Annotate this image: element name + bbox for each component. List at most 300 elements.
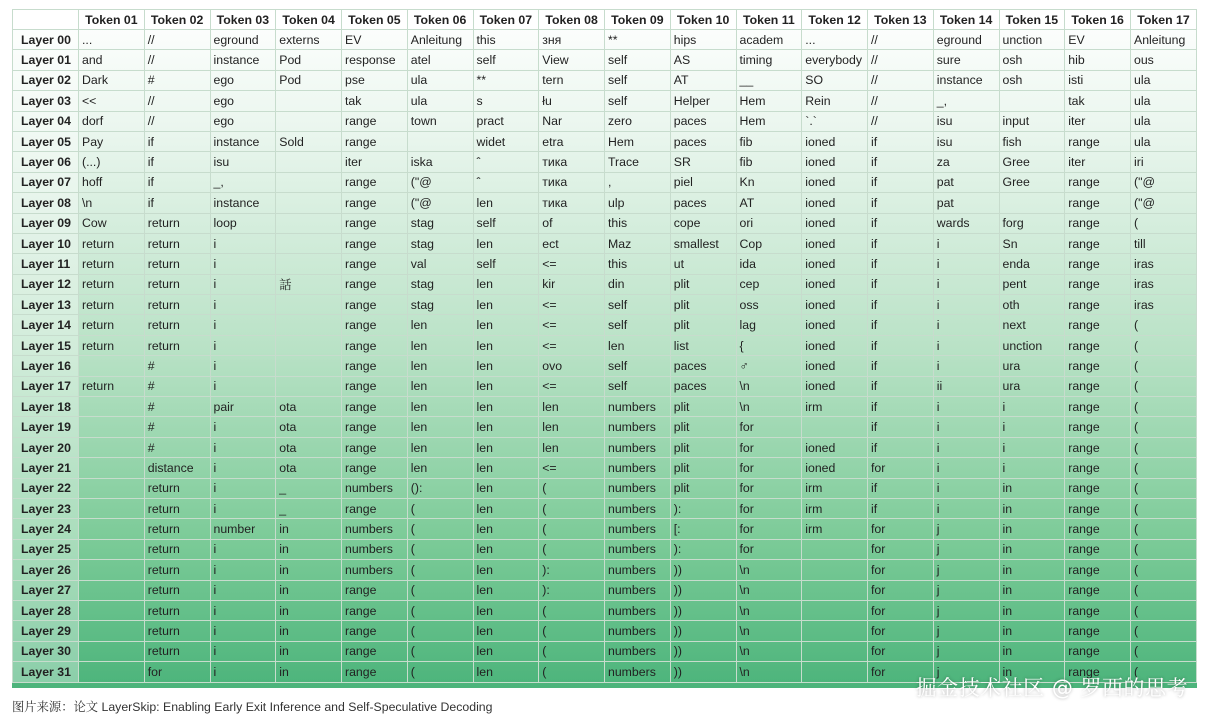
token-cell: range [342, 437, 408, 457]
token-cell: return [144, 539, 210, 559]
token-cell: )) [670, 621, 736, 641]
token-cell: response [342, 50, 408, 70]
token-cell: return [79, 274, 145, 294]
token-cell: // [868, 30, 934, 50]
image-caption: 图片来源：论文 LayerSkip: Enabling Early Exit Inference and Self-Speculative Decoding [12, 700, 493, 714]
token-cell: paces [670, 356, 736, 376]
token-cell: return [144, 254, 210, 274]
token-cell: zero [605, 111, 671, 131]
token-cell: return [144, 213, 210, 233]
token-cell: range [342, 295, 408, 315]
token-cell: stag [407, 274, 473, 294]
table-row [13, 315, 1197, 335]
token-cell: numbers [605, 437, 671, 457]
token-cell: range [342, 172, 408, 192]
token-cell: # [144, 417, 210, 437]
token-cell: this [473, 30, 539, 50]
token-cell: Maz [605, 233, 671, 253]
token-cell: # [144, 356, 210, 376]
token-cell: \n [736, 580, 802, 600]
token-cell: <= [539, 458, 605, 478]
token-cell [79, 580, 145, 600]
token-cell: for [868, 580, 934, 600]
token-cell: plit [670, 458, 736, 478]
token-cell: if [868, 376, 934, 396]
token-cell: for [736, 519, 802, 539]
token-cell: range [1065, 417, 1131, 437]
token-cell: i [999, 458, 1065, 478]
token-cell: len [473, 478, 539, 498]
table-row [13, 111, 1197, 131]
token-cell: for [736, 478, 802, 498]
token-cell: loop [210, 213, 276, 233]
table-row [13, 274, 1197, 294]
token-cell: for [868, 641, 934, 661]
token-cell: range [1065, 295, 1131, 315]
token-cell: in [276, 580, 342, 600]
token-cell: fib [736, 131, 802, 151]
token-cell: range [1065, 641, 1131, 661]
token-cell: len [473, 437, 539, 457]
token-cell: in [999, 580, 1065, 600]
token-cell: in [276, 560, 342, 580]
column-header: Token 03 [210, 10, 276, 30]
token-cell: in [999, 539, 1065, 559]
table-row [13, 417, 1197, 437]
token-cell: for [868, 560, 934, 580]
token-cell: in [999, 519, 1065, 539]
token-cell: ( [539, 641, 605, 661]
token-cell: range [342, 315, 408, 335]
token-cell: ): [539, 580, 605, 600]
token-cell: oth [999, 295, 1065, 315]
token-cell: cep [736, 274, 802, 294]
token-cell: \n [736, 397, 802, 417]
row-header-layer: Layer 13 [13, 295, 79, 315]
token-cell: len [473, 641, 539, 661]
token-cell: return [144, 233, 210, 253]
token-cell: if [868, 437, 934, 457]
token-cell: ula [407, 70, 473, 90]
token-cell: зня [539, 30, 605, 50]
token-cell: i [210, 417, 276, 437]
token-cell: osh [999, 50, 1065, 70]
token-cell [802, 621, 868, 641]
token-cell: for [868, 458, 934, 478]
token-cell: Sn [999, 233, 1065, 253]
token-cell [802, 539, 868, 559]
token-cell: ( [1131, 376, 1197, 396]
token-cell: range [342, 111, 408, 131]
token-cell: // [868, 91, 934, 111]
token-cell: len [539, 397, 605, 417]
token-cell: ioned [802, 458, 868, 478]
token-cell: Sold [276, 131, 342, 151]
column-header: Token 15 [999, 10, 1065, 30]
token-cell: ( [1131, 539, 1197, 559]
token-cell: len [473, 539, 539, 559]
token-cell: range [1065, 233, 1131, 253]
token-cell: len [473, 356, 539, 376]
token-cell: everybody [802, 50, 868, 70]
token-cell: \n [736, 641, 802, 661]
token-cell: ( [1131, 600, 1197, 620]
token-cell: range [342, 335, 408, 355]
token-cell: range [342, 641, 408, 661]
token-cell: ( [539, 621, 605, 641]
token-cell: i [933, 315, 999, 335]
token-cell: numbers [605, 662, 671, 682]
token-cell: number [210, 519, 276, 539]
token-cell: self [605, 315, 671, 335]
token-cell: if [868, 172, 934, 192]
token-cell: numbers [342, 519, 408, 539]
token-cell: numbers [605, 417, 671, 437]
token-cell [79, 356, 145, 376]
token-cell: till [1131, 233, 1197, 253]
token-cell: range [1065, 274, 1131, 294]
token-cell: eground [210, 30, 276, 50]
token-cell: in [276, 600, 342, 620]
token-cell: ioned [802, 315, 868, 335]
token-cell: numbers [605, 600, 671, 620]
row-header-layer: Layer 24 [13, 519, 79, 539]
token-cell: range [1065, 519, 1131, 539]
table-row [13, 295, 1197, 315]
token-cell: ( [1131, 417, 1197, 437]
token-cell: \n [736, 600, 802, 620]
token-cell: i [210, 233, 276, 253]
token-cell: // [868, 111, 934, 131]
token-cell: return [79, 295, 145, 315]
token-cell: if [868, 417, 934, 437]
token-cell: in [276, 641, 342, 661]
token-cell [276, 315, 342, 335]
token-cell: tak [342, 91, 408, 111]
token-cell: ): [670, 539, 736, 559]
token-cell: in [276, 621, 342, 641]
token-cell: din [605, 274, 671, 294]
token-cell: dorf [79, 111, 145, 131]
token-cell: widet [473, 131, 539, 151]
token-cell: range [1065, 254, 1131, 274]
row-header-layer: Layer 11 [13, 254, 79, 274]
token-cell: for [736, 417, 802, 437]
token-cell: numbers [605, 397, 671, 417]
token-cell: i [933, 274, 999, 294]
token-cell [79, 662, 145, 682]
token-cell: `.` [802, 111, 868, 131]
token-cell [79, 539, 145, 559]
table-row [13, 560, 1197, 580]
token-cell: ota [276, 397, 342, 417]
table-corner-cell [13, 10, 79, 30]
token-cell: ioned [802, 335, 868, 355]
column-header: Token 16 [1065, 10, 1131, 30]
token-cell: if [144, 193, 210, 213]
row-header-layer: Layer 27 [13, 580, 79, 600]
token-cell: plit [670, 295, 736, 315]
token-cell: pract [473, 111, 539, 131]
token-cell: return [144, 498, 210, 518]
token-cell: self [605, 50, 671, 70]
token-cell: len [473, 376, 539, 396]
token-cell: 話 [276, 274, 342, 294]
token-cell: range [342, 662, 408, 682]
token-cell: return [79, 315, 145, 335]
token-cell: ioned [802, 356, 868, 376]
token-cell: Kn [736, 172, 802, 192]
token-cell: i [210, 621, 276, 641]
token-cell: iras [1131, 274, 1197, 294]
token-cell [802, 662, 868, 682]
token-cell: oss [736, 295, 802, 315]
token-cell: ioned [802, 172, 868, 192]
token-cell: if [868, 315, 934, 335]
token-cell: i [999, 437, 1065, 457]
token-cell: in [276, 519, 342, 539]
token-cell: range [1065, 172, 1131, 192]
token-cell: fib [736, 152, 802, 172]
token-cell: range [1065, 498, 1131, 518]
token-cell [79, 498, 145, 518]
token-cell: range [1065, 560, 1131, 580]
token-cell: instance [210, 131, 276, 151]
token-cell: ioned [802, 254, 868, 274]
token-cell: pse [342, 70, 408, 90]
token-cell: EV [1065, 30, 1131, 50]
row-header-layer: Layer 26 [13, 560, 79, 580]
table-row [13, 519, 1197, 539]
token-cell: sure [933, 50, 999, 70]
token-cell: paces [670, 376, 736, 396]
token-cell: stag [407, 233, 473, 253]
token-cell [79, 478, 145, 498]
token-cell: for [144, 662, 210, 682]
row-header-layer: Layer 03 [13, 91, 79, 111]
token-cell: ( [1131, 437, 1197, 457]
token-cell: return [79, 254, 145, 274]
watermark: 掘金技术社区 @ 罗西的思考 [915, 676, 1188, 700]
token-cell: ula [1131, 70, 1197, 90]
token-cell: return [79, 376, 145, 396]
token-cell: // [144, 111, 210, 131]
token-cell: łu [539, 91, 605, 111]
token-cell: ioned [802, 295, 868, 315]
token-cell: range [1065, 580, 1131, 600]
token-cell: instance [210, 50, 276, 70]
token-cell [276, 152, 342, 172]
token-cell: externs [276, 30, 342, 50]
token-cell: instance [210, 193, 276, 213]
token-cell: )) [670, 662, 736, 682]
token-cell: ura [999, 376, 1065, 396]
token-cell: len [473, 315, 539, 335]
token-cell: plit [670, 437, 736, 457]
table-row [13, 478, 1197, 498]
token-cell: self [605, 376, 671, 396]
token-cell: range [1065, 437, 1131, 457]
row-header-layer: Layer 01 [13, 50, 79, 70]
table-row [13, 621, 1197, 641]
token-cell: \n [736, 560, 802, 580]
token-cell: i [210, 641, 276, 661]
token-cell: numbers [342, 560, 408, 580]
row-header-layer: Layer 17 [13, 376, 79, 396]
column-header: Token 07 [473, 10, 539, 30]
column-header: Token 10 [670, 10, 736, 30]
token-cell: numbers [605, 519, 671, 539]
row-header-layer: Layer 19 [13, 417, 79, 437]
token-cell: range [342, 458, 408, 478]
column-header: Token 09 [605, 10, 671, 30]
token-cell: iter [1065, 111, 1131, 131]
token-cell: len [407, 376, 473, 396]
token-cell: \n [736, 376, 802, 396]
token-cell: _ [276, 478, 342, 498]
token-cell: range [342, 376, 408, 396]
token-cell: range [1065, 621, 1131, 641]
token-cell: wards [933, 213, 999, 233]
token-cell: irm [802, 397, 868, 417]
column-header: Token 06 [407, 10, 473, 30]
row-header-layer: Layer 04 [13, 111, 79, 131]
token-cell: len [407, 315, 473, 335]
token-cell: for [736, 437, 802, 457]
token-cell: (...) [79, 152, 145, 172]
table-row [13, 172, 1197, 192]
token-cell: ioned [802, 274, 868, 294]
token-cell: range [342, 580, 408, 600]
token-cell: range [342, 621, 408, 641]
token-cell: i [210, 600, 276, 620]
token-cell: )) [670, 580, 736, 600]
token-cell [276, 295, 342, 315]
row-header-layer: Layer 08 [13, 193, 79, 213]
token-cell: AT [736, 193, 802, 213]
token-cell: plit [670, 274, 736, 294]
token-cell: i [210, 254, 276, 274]
token-cell: iter [342, 152, 408, 172]
token-cell: len [473, 233, 539, 253]
token-cell: and [79, 50, 145, 70]
token-cell: iras [1131, 254, 1197, 274]
token-cell: range [342, 213, 408, 233]
token-cell: irm [802, 519, 868, 539]
token-cell: range [342, 417, 408, 437]
token-cell: i [210, 662, 276, 682]
token-cell: len [407, 437, 473, 457]
token-cell: fish [999, 131, 1065, 151]
token-cell [79, 458, 145, 478]
column-header: Token 13 [868, 10, 934, 30]
row-header-layer: Layer 02 [13, 70, 79, 90]
token-cell [999, 193, 1065, 213]
token-cell: Anleitung [407, 30, 473, 50]
token-cell: ( [539, 539, 605, 559]
token-cell: ): [670, 498, 736, 518]
token-cell: тика [539, 172, 605, 192]
token-cell: i [933, 335, 999, 355]
token-cell: i [933, 397, 999, 417]
token-cell: ( [1131, 662, 1197, 682]
token-cell: return [144, 621, 210, 641]
row-header-layer: Layer 12 [13, 274, 79, 294]
token-cell: Hem [605, 131, 671, 151]
token-cell: for [868, 621, 934, 641]
token-cell: \n [79, 193, 145, 213]
row-header-layer: Layer 09 [13, 213, 79, 233]
token-cell [276, 172, 342, 192]
token-cell: range [342, 274, 408, 294]
token-cell: numbers [605, 539, 671, 559]
token-cell: // [868, 70, 934, 90]
token-cell: << [79, 91, 145, 111]
column-header: Token 12 [802, 10, 868, 30]
token-cell: _ [276, 498, 342, 518]
token-cell: tern [539, 70, 605, 90]
table-row [13, 213, 1197, 233]
token-cell: this [605, 213, 671, 233]
token-cell [276, 91, 342, 111]
token-cell [276, 254, 342, 274]
token-cell: тика [539, 193, 605, 213]
token-cell: ( [539, 600, 605, 620]
table-row [13, 152, 1197, 172]
token-cell: ( [1131, 641, 1197, 661]
token-cell: pent [999, 274, 1065, 294]
token-cell: range [1065, 600, 1131, 620]
token-cell: ("@ [407, 172, 473, 192]
token-cell: len [407, 397, 473, 417]
token-cell [802, 641, 868, 661]
layer-token-table [12, 9, 1197, 683]
token-cell: osh [999, 70, 1065, 90]
row-header-layer: Layer 07 [13, 172, 79, 192]
token-cell: return [144, 560, 210, 580]
token-cell: Nar [539, 111, 605, 131]
row-header-layer: Layer 20 [13, 437, 79, 457]
token-cell: i [933, 417, 999, 437]
token-cell: ota [276, 417, 342, 437]
token-cell: ** [605, 30, 671, 50]
token-cell: numbers [342, 539, 408, 559]
token-cell: for [736, 539, 802, 559]
token-cell: AS [670, 50, 736, 70]
token-cell: )) [670, 600, 736, 620]
token-cell [79, 641, 145, 661]
token-cell: isti [1065, 70, 1131, 90]
token-cell: len [473, 560, 539, 580]
token-cell: if [868, 233, 934, 253]
token-cell: return [144, 295, 210, 315]
token-cell: i [210, 539, 276, 559]
token-cell: ego [210, 91, 276, 111]
token-cell: cope [670, 213, 736, 233]
token-cell: )) [670, 560, 736, 580]
token-cell: if [868, 131, 934, 151]
token-cell: in [276, 539, 342, 559]
token-cell: town [407, 111, 473, 131]
token-cell: self [605, 295, 671, 315]
token-cell: if [144, 172, 210, 192]
token-cell: ioned [802, 131, 868, 151]
token-cell: # [144, 376, 210, 396]
token-cell [276, 376, 342, 396]
token-cell: if [144, 131, 210, 151]
token-cell: ("@ [1131, 172, 1197, 192]
token-cell: ( [539, 519, 605, 539]
